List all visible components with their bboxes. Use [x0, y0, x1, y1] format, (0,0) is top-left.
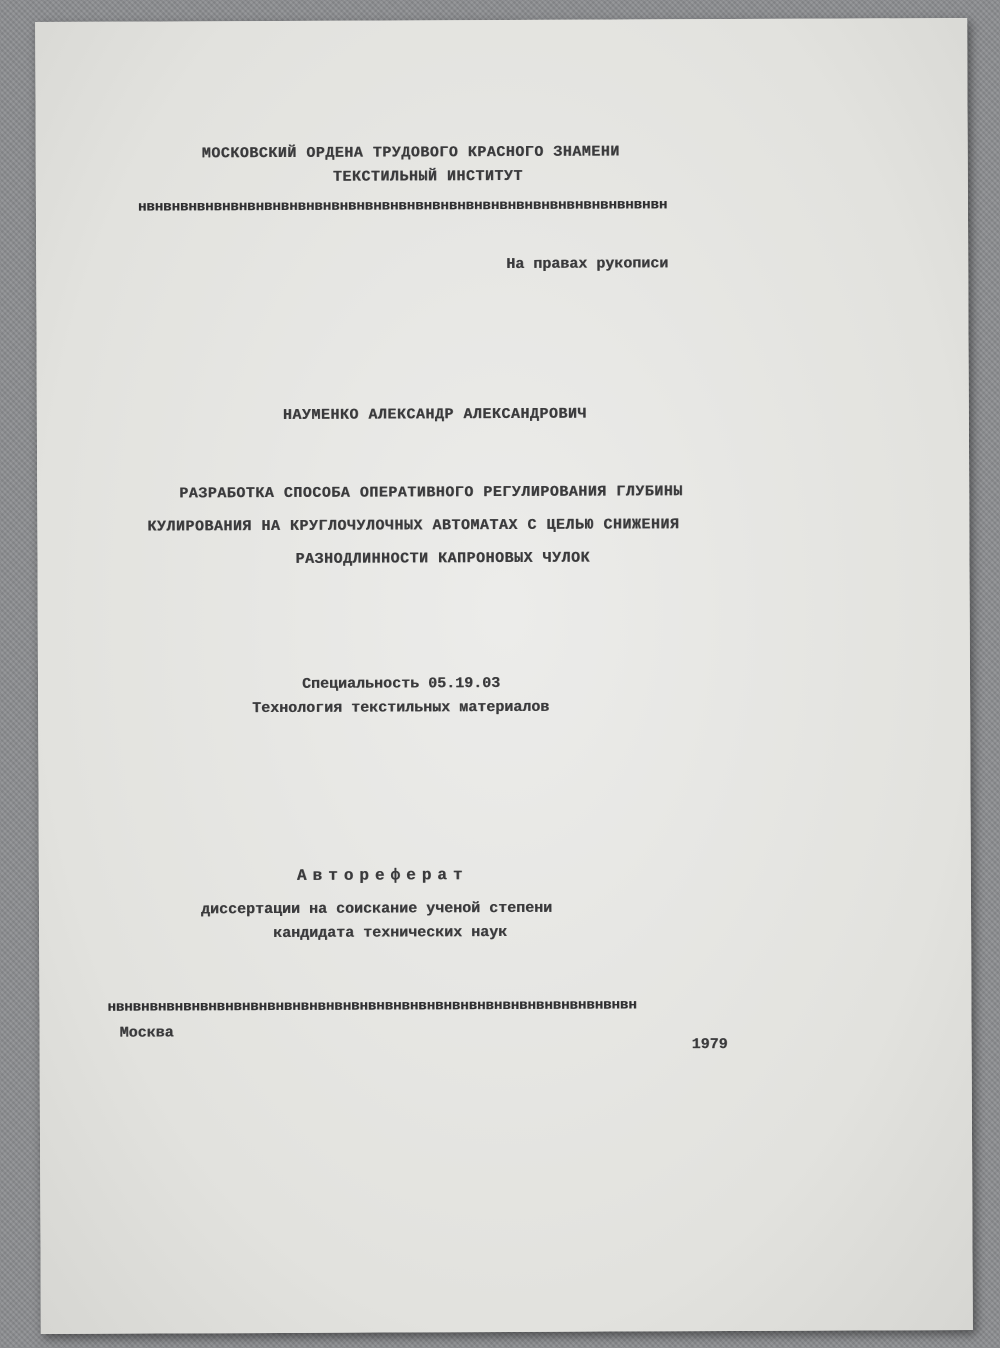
manuscript-rights-note: На правах рукописи	[506, 255, 669, 273]
specialty-code: Специальность 05.19.03	[301, 675, 501, 693]
institute-name-line1: МОСКОВСКИЙ ОРДЕНА ТРУДОВОГО КРАСНОГО ЗНАМЕНИ	[201, 143, 620, 163]
publication-city: Москва	[119, 1024, 174, 1042]
dissertation-title-line1: РАЗРАБОТКА СПОСОБА ОПЕРАТИВНОГО РЕГУЛИРОВАНИЯ ГЛУБИНЫ	[179, 483, 683, 503]
publication-year: 1979	[691, 1036, 728, 1054]
author-name: НАУМЕНКО АЛЕКСАНДР АЛЕКСАНДРОВИЧ	[282, 405, 587, 424]
dissertation-title-line2: КУЛИРОВАНИЯ НА КРУГЛОЧУЛОЧНЫХ АВТОМАТАХ С ЦЕЛЬЮ СНИЖЕНИЯ	[147, 516, 680, 536]
abstract-subtitle-line1: диссертации на соискание ученой степени	[200, 899, 553, 919]
abstract-subtitle-line2: кандидата технических наук	[273, 923, 508, 943]
document-page	[35, 18, 973, 1334]
dissertation-title-line3: РАЗНОДЛИННОСТИ КАПРОНОВЫХ ЧУЛОК	[295, 549, 591, 568]
institute-name-line2: ТЕКСТИЛЬНЫЙ ИНСТИТУТ	[332, 167, 523, 186]
top-divider-rule: нвнвнвнвнвнвнвнвнвнвнвнвнвнвнвнвнвнвнвнвнвнвнвнвнвнвнвнвнвнвнвн	[137, 197, 668, 216]
bottom-divider-rule: нвнвнвнвнвнвнвнвнвнвнвнвнвнвнвнвнвнвнвнвнвнвнвнвнвнвнвнвнвнвнвн	[107, 997, 637, 1016]
specialty-name: Технология текстильных материалов	[252, 698, 550, 718]
abstract-heading: Автореферат	[296, 866, 469, 885]
